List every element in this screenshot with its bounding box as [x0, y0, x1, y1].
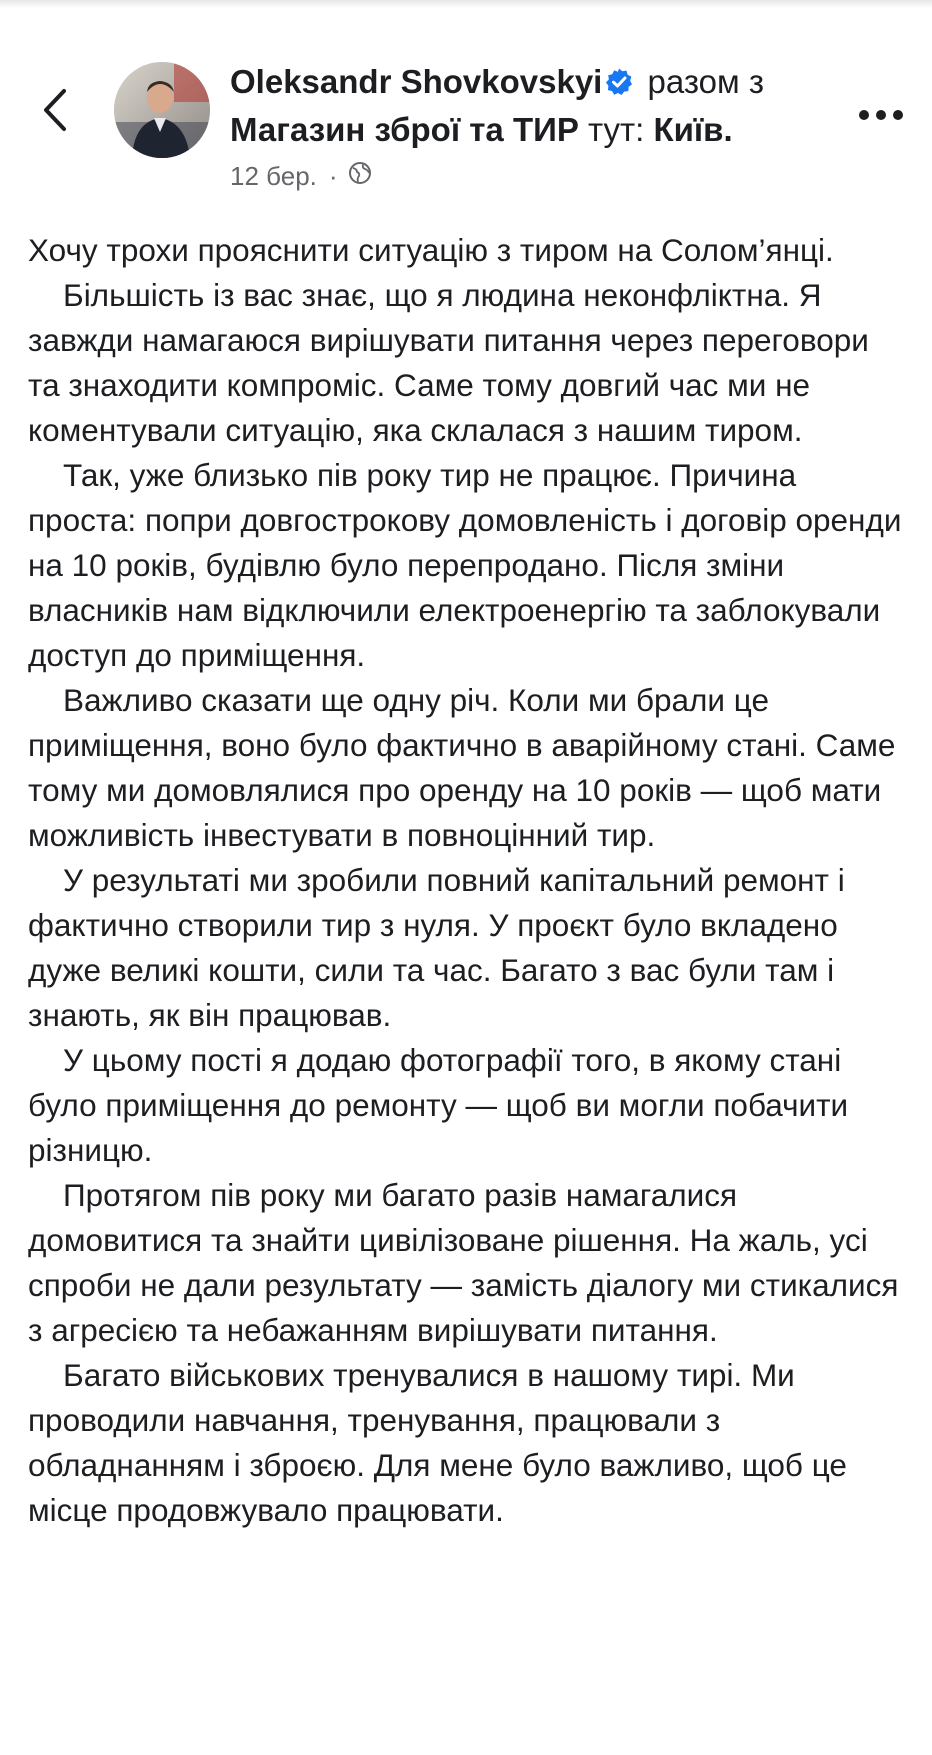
post-author-info: [230, 60, 850, 196]
globe-icon[interactable]: [348, 156, 372, 196]
page-location-line: [230, 108, 850, 152]
tagged-page-name[interactable]: Магазин зброї та ТИР: [230, 111, 579, 148]
post-paragraph: У цьому пості я додаю фотографії того, в якому стані було приміщення до ремонту — щоб ви могли побачити різницю.: [28, 1042, 857, 1168]
more-options-icon: [858, 108, 904, 122]
author-name[interactable]: Oleksandr Shovkovskyi: [230, 63, 603, 100]
post-paragraph: Більшість із вас знає, що я людина неконфліктна. Я завжди намагаюся вирішувати питання через переговори та знаходити компроміс. Саме тому довгий час ми не коментували ситуацію, яка склалася з нашим тиром.: [28, 277, 878, 448]
avatar-photo: [114, 62, 210, 158]
with-text: разом з: [647, 63, 764, 100]
back-button[interactable]: [30, 80, 80, 140]
post-meta: [230, 156, 850, 196]
post-date[interactable]: 12 бер.: [230, 161, 317, 191]
meta-separator: ·: [328, 161, 338, 191]
post-paragraph: У результаті ми зробили повний капітальний ремонт і фактично створили тир з нуля. У проєкт було вкладено дуже великі кошти, сили та час. Багато з вас були там і знають, як він працював.: [28, 862, 854, 1033]
at-text: тут:: [588, 111, 645, 148]
status-bar-edge: [0, 0, 932, 8]
chevron-left-icon: [40, 87, 70, 133]
post-text: [28, 228, 911, 1533]
post-paragraph: Хочу трохи прояснити ситуацію з тиром на Солом’янці.: [28, 232, 834, 268]
author-line: [230, 60, 850, 108]
post-paragraph: Протягом пів року ми багато разів намагалися домовитися та знайти цивілізоване рішення. На жаль, усі спроби не дали результату — замість діалогу ми стикалися з агресією та небажанням вирішувати питання.: [28, 1177, 908, 1348]
post-paragraph: Багато військових тренувалися в нашому тирі. Ми проводили навчання, тренування, працювали з обладнанням і зброєю. Для мене було важливо, щоб це місце продовжувало працювати.: [28, 1357, 856, 1528]
post-header: [0, 52, 932, 202]
location-name[interactable]: Київ.: [653, 111, 733, 148]
avatar[interactable]: [114, 62, 210, 158]
post-paragraph: Важливо сказати ще одну річ. Коли ми брали це приміщення, воно було фактично в аварійному стані. Саме тому ми домовлялися про оренду на 10 років — щоб мати можливість інвестувати в повноцінний тир.: [28, 682, 905, 853]
verified-badge-icon: [604, 64, 634, 108]
post-paragraph: Так, уже близько пів року тир не працює. Причина проста: попри довгострокову домовленість і договір оренди на 10 років, будівлю було перепродано. Після зміни власників нам відключили електроенергію та заблокували доступ до приміщення.: [28, 457, 911, 673]
more-options-button[interactable]: [856, 100, 906, 130]
